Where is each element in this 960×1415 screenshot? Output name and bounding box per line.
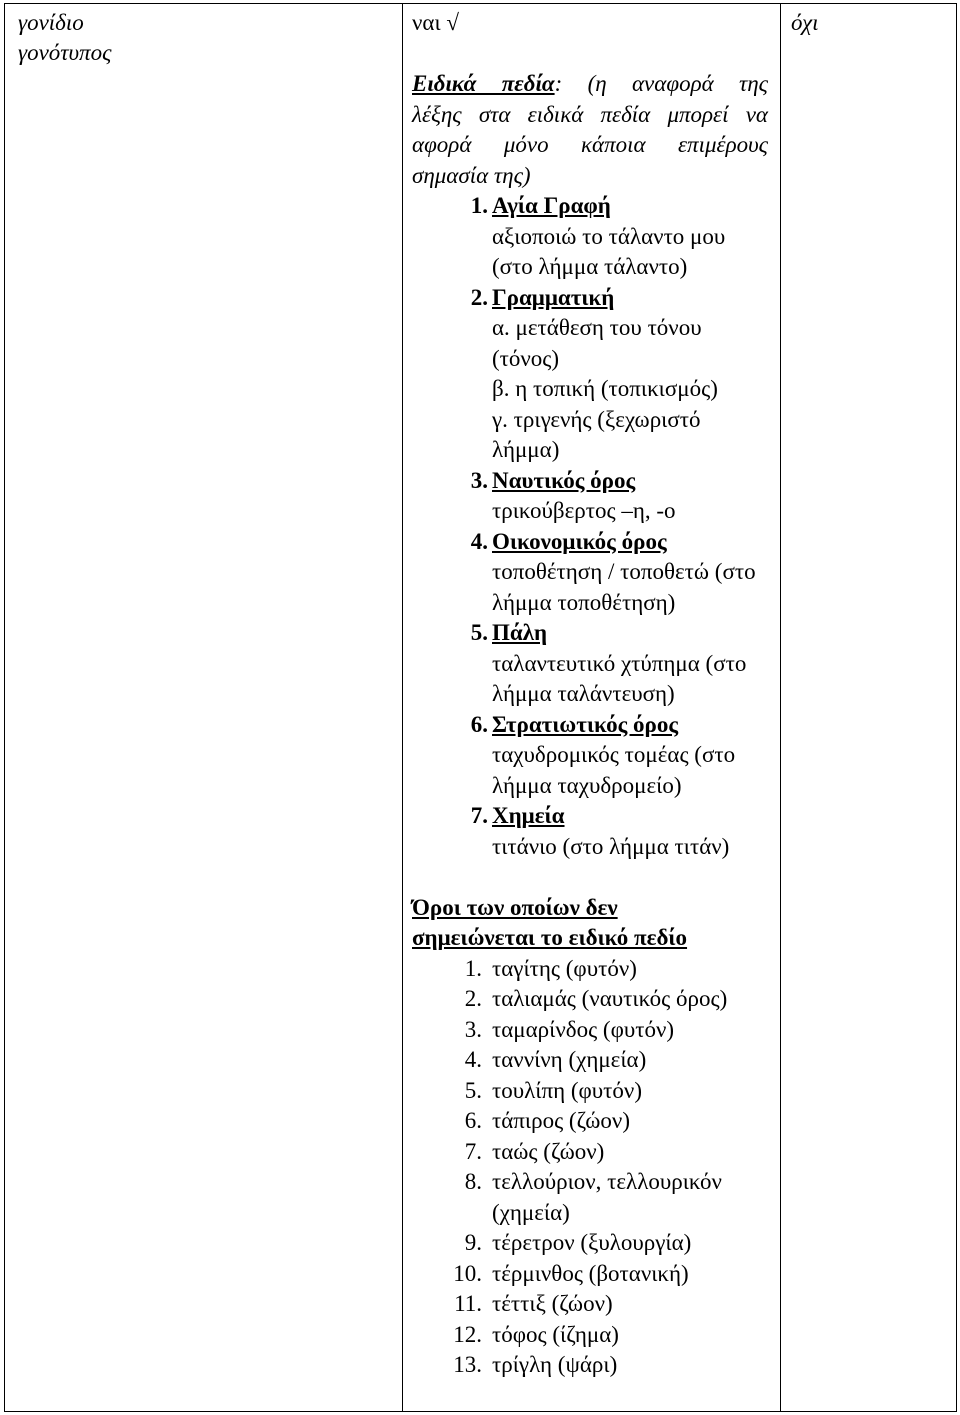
intro-label: Ειδικά πεδία [412, 71, 555, 96]
list-item [412, 1289, 768, 1320]
field-example: (τόνος) [492, 345, 560, 371]
special-field-heading [412, 283, 768, 314]
term-cell [18, 8, 111, 68]
field-example: τοποθέτηση / τοποθετώ (στο [492, 559, 756, 584]
special-fields-list [412, 191, 768, 862]
field-number: 7. [470, 803, 488, 828]
special-field-heading [412, 801, 768, 832]
field-title: Ναυτικός όρος [492, 467, 636, 493]
field-title: Αγία Γραφή [492, 193, 611, 218]
intro-line: σημασία της) [412, 162, 531, 188]
list-item [412, 1228, 768, 1259]
list-item [412, 984, 768, 1015]
field-example: τιτάνιο (στο λήμμα τιτάν) [492, 833, 730, 859]
list-item [412, 954, 768, 985]
field-number: 5. [470, 620, 488, 645]
field-example: τρικούβερτος –η, -ο [492, 498, 676, 523]
section-title: σημειώνεται το ειδικό πεδίο [412, 925, 688, 950]
term-line-2: γονότυπος [18, 40, 112, 65]
item-number: 2. [464, 986, 482, 1011]
special-field [412, 801, 768, 862]
field-example: λήμμα) [492, 437, 560, 462]
special-field-heading [412, 618, 768, 649]
field-title: Πάλη [492, 620, 548, 645]
item-text: τελλούριον, τελλουρικόν [492, 1169, 722, 1194]
unmarked-terms-list [412, 954, 768, 1381]
field-example: ταχυδρομικός τομέας (στο [492, 742, 736, 767]
list-item [412, 1320, 768, 1351]
special-field [412, 618, 768, 710]
item-number: 13. [453, 1352, 482, 1377]
field-number: 6. [470, 711, 488, 737]
list-item [412, 1045, 768, 1076]
special-field-heading [412, 527, 768, 558]
special-field [412, 527, 768, 619]
special-fields-intro [412, 69, 768, 191]
item-number: 3. [464, 1016, 482, 1042]
field-number: 2. [470, 284, 488, 310]
item-number: 6. [464, 1108, 482, 1133]
field-example: γ. τριγενής (ξεχωριστό [492, 406, 701, 432]
term-line-1: γονίδιο [18, 10, 84, 35]
dictionary-table [4, 3, 957, 1412]
item-number: 4. [464, 1047, 482, 1072]
item-text: τάπιρος (ζώον) [492, 1108, 630, 1133]
field-number: 4. [470, 528, 488, 554]
field-number: 1. [470, 193, 488, 218]
item-text: τουλίπη (φυτόν) [492, 1077, 642, 1103]
intro-line: λέξης στα ειδικά πεδία μπορεί να [412, 101, 768, 127]
field-title: Στρατιωτικός όρος [492, 711, 679, 737]
field-title: Χημεία [492, 803, 565, 828]
item-text: τρίγλη (ψάρι) [492, 1352, 618, 1377]
yes-column [403, 4, 781, 1411]
item-number: 9. [464, 1230, 482, 1255]
spacer [412, 39, 768, 70]
intro-line: Ειδικά πεδία: (η αναφορά της [412, 71, 768, 96]
field-example: ταλαντευτικό χτύπημα (στο [492, 650, 747, 676]
list-item [412, 1167, 768, 1198]
item-number: 8. [464, 1169, 482, 1194]
field-example: λήμμα ταλάντευση) [492, 681, 675, 706]
list-item [412, 1259, 768, 1290]
list-item [412, 1015, 768, 1046]
item-text: ταγίτης (φυτόν) [492, 955, 637, 981]
field-example: β. η τοπική (τοπικισμός) [492, 376, 718, 401]
yes-cell [412, 8, 768, 1381]
field-number: 3. [470, 467, 488, 493]
special-field [412, 710, 768, 802]
item-number: 10. [453, 1260, 482, 1286]
yes-label: ναι √ [412, 10, 460, 35]
item-number: 11. [454, 1291, 482, 1316]
item-text: ταώς (ζώον) [492, 1138, 605, 1164]
list-item [412, 1106, 768, 1137]
no-label: όχι [791, 10, 819, 35]
item-number: 7. [464, 1138, 482, 1164]
field-example: (στο λήμμα τάλαντο) [492, 254, 688, 279]
special-field-heading [412, 710, 768, 741]
special-field [412, 191, 768, 283]
special-field [412, 283, 768, 466]
spacer [412, 862, 768, 893]
item-number: 12. [453, 1321, 482, 1347]
item-text: τέρετρον (ξυλουργία) [492, 1230, 692, 1255]
intro-line: αφορά μόνο κάποια επιμέρους [412, 132, 768, 157]
item-text: ταλιαμάς (ναυτικός όρος) [492, 986, 728, 1011]
item-text: τέττιξ (ζώον) [492, 1291, 613, 1316]
field-example: λήμμα ταχυδρομείο) [492, 772, 682, 798]
special-field-heading [412, 466, 768, 497]
field-example: λήμμα τοποθέτηση) [492, 589, 676, 615]
no-column [781, 4, 956, 1411]
field-example: αξιοποιώ το τάλαντο μου [492, 223, 726, 249]
field-example: α. μετάθεση του τόνου [492, 315, 702, 340]
list-item [412, 1350, 768, 1381]
item-text: τόφος (ίζημα) [492, 1321, 619, 1347]
item-continuation: (χημεία) [492, 1199, 570, 1225]
item-text: τέρμινθος (βοτανική) [492, 1260, 689, 1286]
field-title: Οικονομικός όρος [492, 528, 667, 554]
section-title: Όροι των οποίων δεν [412, 894, 618, 920]
item-number: 5. [464, 1077, 482, 1103]
item-text: ταννίνη (χημεία) [492, 1047, 647, 1072]
list-item [412, 1137, 768, 1168]
list-item [412, 1076, 768, 1107]
term-column [5, 4, 403, 1411]
item-text: ταμαρίνδος (φυτόν) [492, 1016, 675, 1042]
special-field-heading [412, 191, 768, 222]
field-title: Γραμματική [492, 284, 615, 310]
item-number: 1. [464, 955, 482, 981]
special-field [412, 466, 768, 527]
